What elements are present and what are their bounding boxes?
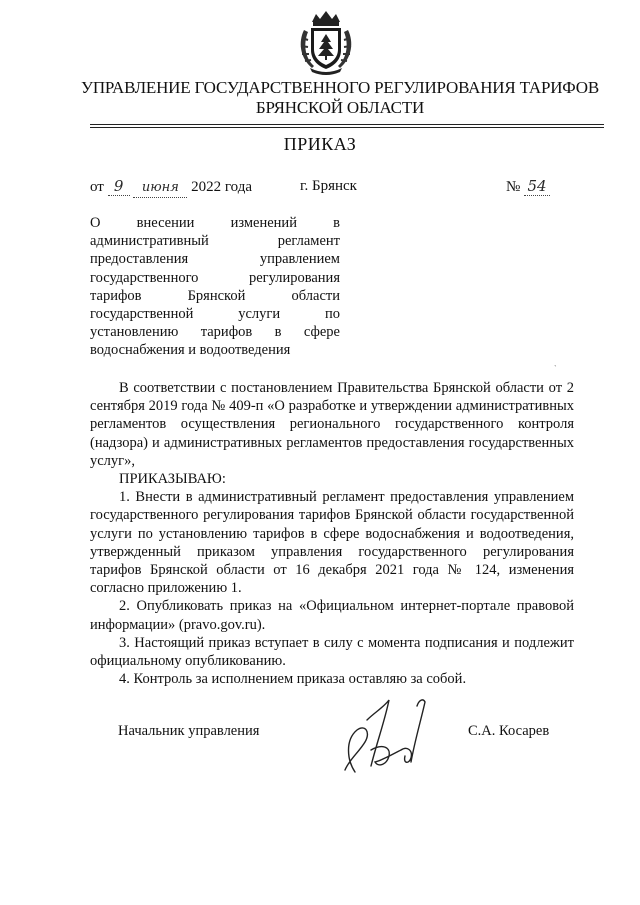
document-number (506, 177, 550, 196)
subject-line: водоснабжения и водоотведения (90, 342, 291, 359)
document-city: г. Брянск (300, 178, 357, 194)
scan-speck: ` (554, 364, 557, 373)
order-item-4: 4. Контроль за исполнением приказа оставляю за собой. (119, 671, 467, 688)
order-item-3: 3. Настоящий приказ вступает в силу с момента подписания и подлежит официальному опубликованию. (90, 634, 574, 670)
document-subject (90, 214, 340, 360)
handwritten-signature-image (327, 690, 447, 780)
document-body (90, 379, 574, 688)
subject-line: предоставления управлением (90, 251, 340, 268)
organization-name (60, 78, 620, 118)
number-prefix: № (506, 179, 521, 195)
organization-name-line1: УПРАВЛЕНИЕ ГОСУДАРСТВЕННОГО РЕГУЛИРОВАНИЯ ТАРИФОВ (81, 78, 599, 97)
preamble-paragraph: В соответствии с постановлением Правительства Брянской области от 2 сентября 2019 года № 409-п «О разработке и утверждении административных регламентов осуществления регионального государственного контроля (надзора) и административных регламентов предоставления государственных услуг», (90, 380, 574, 469)
signer-position: Начальник управления (118, 723, 260, 739)
subject-line: тарифов Брянской области (90, 287, 340, 304)
date-prefix: от (90, 179, 104, 195)
coat-of-arms-emblem (296, 8, 356, 76)
subject-line: установлению тарифов в сфере (90, 324, 340, 341)
document-title: ПРИКАЗ (283, 134, 357, 154)
subject-line: О внесении изменений в (90, 215, 340, 231)
order-word: ПРИКАЗЫВАЮ: (119, 471, 226, 488)
subject-line: государственной услуги по (90, 306, 340, 323)
signer-name: С.А. Косарев (468, 723, 550, 739)
header-rule-bottom (90, 127, 604, 128)
subject-line: государственного регулирования (90, 269, 340, 286)
subject-line: административный регламент (90, 233, 340, 250)
order-item-1: 1. Внести в административный регламент предоставления управлением государственного регулирования тарифов Брянской области государственной услуги по установлению тарифов в сфере водоснабжения и водоотведения, утвержденный приказом управления государственного регулирования тарифов Брянской области от 16 декабря 2021 года № 124, изменения согласно приложению 1. (90, 489, 574, 597)
number-handwritten: 54 (524, 177, 550, 196)
date-year: 2022 года (191, 179, 252, 195)
date-month-handwritten: июня (133, 179, 187, 198)
order-item-2: 2. Опубликовать приказ на «Официальном интернет-портале правовой информации» (pravo.gov.ru). (90, 598, 574, 633)
document-date (90, 177, 252, 198)
organization-name-line2: БРЯНСКОЙ ОБЛАСТИ (255, 98, 425, 117)
header-rule-top (90, 124, 604, 125)
date-day-handwritten: 9 (108, 177, 130, 196)
